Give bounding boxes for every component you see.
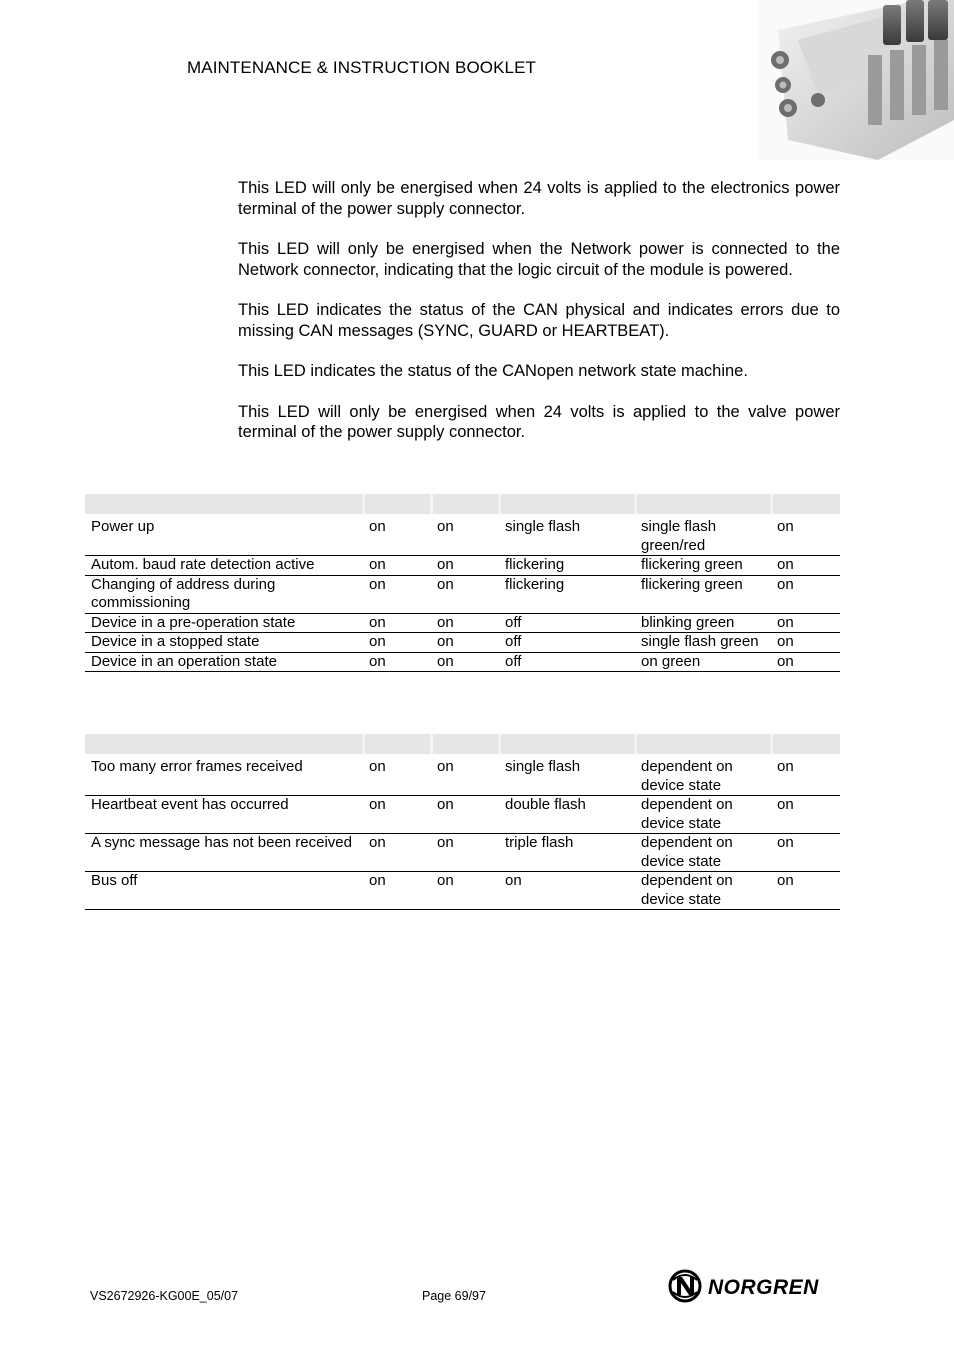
table-cell: on (363, 633, 431, 653)
table-header-cell (85, 494, 363, 514)
table-cell: on (499, 872, 635, 910)
table-cell: blinking green (635, 613, 771, 633)
table-cell: single flash (499, 758, 635, 796)
table-cell: off (499, 652, 635, 672)
table-header-cell (635, 734, 771, 754)
table-cell: on (363, 834, 431, 872)
table-cell: A sync message has not been received (85, 834, 363, 872)
table-cell: on (771, 796, 840, 834)
table-cell: dependent on device state (635, 834, 771, 872)
table-cell: Changing of address during commissioning (85, 575, 363, 613)
table-cell: Autom. baud rate detection active (85, 556, 363, 576)
table-cell: Power up (85, 518, 363, 556)
table-row (85, 834, 840, 872)
table-cell: on (431, 556, 499, 576)
table-cell: on (363, 758, 431, 796)
table-cell: on (431, 575, 499, 613)
table-row (85, 575, 840, 613)
table-cell: on (363, 796, 431, 834)
led-description-can-physical: This LED indicates the status of the CAN physical and indicates errors due to missing CAN messages (SYNC, GUARD or HEARTBEAT). (238, 301, 840, 340)
table-cell: on (431, 872, 499, 910)
table-header-row (85, 494, 840, 514)
table-row (85, 613, 840, 633)
table-cell: single flash green (635, 633, 771, 653)
table-cell: double flash (499, 796, 635, 834)
table-cell: on (363, 613, 431, 633)
table-cell: off (499, 613, 635, 633)
led-status-table-error-states (85, 734, 840, 910)
table-cell: on (771, 652, 840, 672)
led-description-electronics-power: This LED will only be energised when 24 volts is applied to the electronics power terminal of the power supply connector. (238, 179, 840, 218)
table-cell: on (771, 613, 840, 633)
table-cell: Bus off (85, 872, 363, 910)
table-row (85, 758, 840, 796)
table-cell: Heartbeat event has occurred (85, 796, 363, 834)
table-row (85, 796, 840, 834)
table-header-cell (499, 734, 635, 754)
page-header-title: MAINTENANCE & INSTRUCTION BOOKLET (187, 58, 537, 77)
table-cell: on (431, 796, 499, 834)
table-header-cell (431, 734, 499, 754)
svg-text:NORGREN: NORGREN (708, 1276, 819, 1299)
table-cell: on (363, 556, 431, 576)
led-status-table-device-states (85, 494, 840, 672)
table-cell: flickering (499, 556, 635, 576)
led-descriptions (238, 178, 840, 463)
table-cell: on (771, 575, 840, 613)
table-header-cell (85, 734, 363, 754)
table-cell: dependent on device state (635, 872, 771, 910)
table-cell: on (431, 518, 499, 556)
table-header-cell (635, 494, 771, 514)
table-cell: on (363, 652, 431, 672)
table-cell: Device in an operation state (85, 652, 363, 672)
table-cell: on (771, 872, 840, 910)
table-cell: Device in a pre-operation state (85, 613, 363, 633)
table-header-cell (363, 494, 431, 514)
table-cell: single flash green/red (635, 518, 771, 556)
table-cell: flickering green (635, 556, 771, 576)
table-cell: on (771, 758, 840, 796)
table-header-row (85, 734, 840, 754)
table-cell: on (363, 518, 431, 556)
table-header-cell (499, 494, 635, 514)
table-cell: on (771, 518, 840, 556)
table-cell: off (499, 633, 635, 653)
table-cell: on (771, 556, 840, 576)
table-cell: flickering green (635, 575, 771, 613)
footer-page-number: Page 69/97 (422, 1289, 486, 1303)
table-header-cell (431, 494, 499, 514)
table-cell: dependent on device state (635, 758, 771, 796)
table-header-cell (771, 494, 840, 514)
table-row (85, 556, 840, 576)
table-row (85, 652, 840, 672)
table-cell: flickering (499, 575, 635, 613)
table-cell: single flash (499, 518, 635, 556)
table-row (85, 633, 840, 653)
table-header-cell (363, 734, 431, 754)
table-cell: on (771, 834, 840, 872)
table-cell: on green (635, 652, 771, 672)
table-row (85, 518, 840, 556)
led-description-network-power: This LED will only be energised when the Network power is connected to the Network connector, indicating that the logic circuit of the module is powered. (238, 240, 840, 279)
led-description-canopen-state: This LED indicates the status of the CANopen network state machine. (238, 362, 748, 380)
table-cell: on (431, 652, 499, 672)
table-cell: on (431, 758, 499, 796)
table-cell: Device in a stopped state (85, 633, 363, 653)
table-cell: triple flash (499, 834, 635, 872)
footer-document-code: VS2672926-KG00E_05/07 (90, 1289, 239, 1303)
table-cell: Too many error frames received (85, 758, 363, 796)
table-row (85, 872, 840, 910)
norgren-logo (668, 1268, 843, 1304)
table-cell: on (431, 613, 499, 633)
table-cell: dependent on device state (635, 796, 771, 834)
table-cell: on (431, 834, 499, 872)
led-description-valve-power: This LED will only be energised when 24 volts is applied to the valve power terminal of the power supply connector. (238, 402, 840, 441)
valve-manifold-image (758, 0, 954, 160)
table-cell: on (363, 575, 431, 613)
table-cell: on (363, 872, 431, 910)
table-header-cell (771, 734, 840, 754)
table-cell: on (431, 633, 499, 653)
table-cell: on (771, 633, 840, 653)
